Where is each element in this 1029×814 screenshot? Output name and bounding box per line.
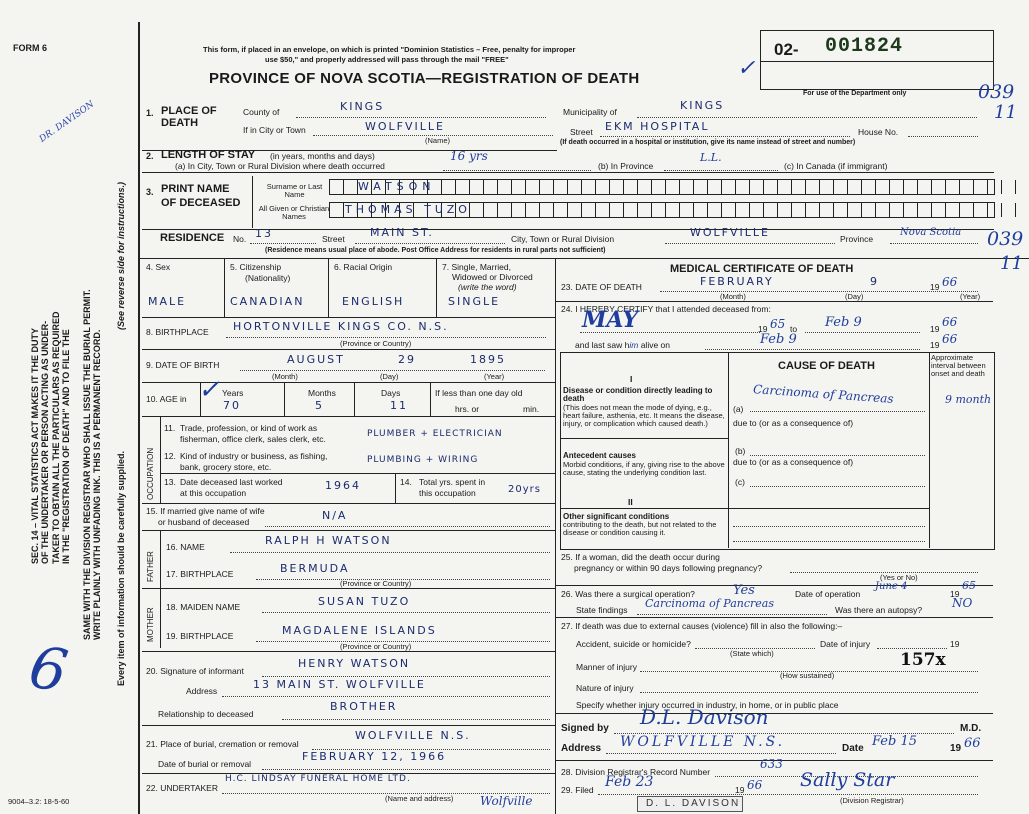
caption: (Province or Country) [340,579,412,588]
occupation-industry-label: Kind of industry or business, as fishing, [180,451,328,461]
rule [561,508,728,509]
years-label: Years [222,388,244,398]
undertaker-label: 22. UNDERTAKER [146,783,218,793]
surname-value: WATSON [358,180,436,193]
attended-from-value: MAY [582,307,639,333]
age-label: 10. AGE in [146,394,187,404]
century-prefix: 19 [930,282,940,292]
burial-place-label: 21. Place of burial, cremation or removal [146,739,299,749]
informant-address-label: Address [186,686,218,696]
cause-heading: CAUSE OF DEATH [778,360,875,372]
mother-maiden-value: SUSAN TUZO [318,595,411,608]
years-spent-label: Total yrs. spent in [419,477,486,487]
residence-province-label: Province [840,234,874,244]
marital-value: SINGLE [448,295,501,308]
father-name-label: 16. NAME [166,542,205,552]
municipality-value: KINGS [680,99,725,112]
left-margin-rule [138,22,140,814]
death-year-value: 66 [942,275,958,289]
rule [142,651,555,652]
divider [160,530,161,588]
item-number: 3. [146,187,154,197]
divider [929,352,930,548]
rule [556,617,993,618]
burial-date-value: FEBRUARY 12, 1966 [302,750,447,763]
house-label: House No. [858,127,899,137]
doctor-address-label: Address [561,743,602,754]
rule [161,473,555,474]
injury-date-label: Date of injury [820,639,871,649]
signed-by-value: D.L. Davison [640,705,769,729]
dob-month-value: AUGUST [287,353,345,366]
caption: (Day) [380,372,399,381]
informant-value: HENRY WATSON [298,657,411,670]
caption: (Name) [425,136,451,145]
divider [728,352,729,548]
filed-label: 29. Filed [561,785,594,795]
less-than-day-label: If less than one day old [435,388,523,398]
registrar-signature: Sally Star [800,769,895,791]
city-label: If in City or Town [243,125,306,135]
mother-side-label: MOTHER [146,607,155,642]
interval-heading: Approximate interval between onset and death [931,353,986,378]
hrs-label: hrs. or [455,404,480,414]
dept-code: 11 [1000,253,1023,274]
divider [160,417,161,503]
surname-label: Surname or Last Name [266,182,323,200]
burial-place-value: WOLFVILLE N.S. [355,729,471,742]
citizenship-label: 5. Citizenship [230,262,282,272]
sex-value: MALE [148,295,187,308]
caption: (Day) [845,292,864,301]
marital-label: 7. Single, Married, [442,262,511,272]
rule [142,416,555,417]
other-conditions-label: Other significant conditions [563,512,670,521]
item-number: 12. [164,451,176,461]
print-name-label: PRINT NAME [161,183,230,195]
nature-label: Nature of injury [576,683,634,693]
residence-street-value: MAIN ST. [370,226,434,239]
external-causes-label: 27. If death was due to external causes (violence) fill in also the following:– [561,621,843,631]
signed-by-label: Signed by [561,723,609,734]
mother-maiden-label: 18. MAIDEN NAME [166,602,241,612]
cause-a-interval: 9 month [945,393,992,406]
last-saw-label: and last saw him alive on [575,340,671,350]
cause-a-label: (a) [733,404,744,414]
last-saw-value: Feb 9 [760,332,797,347]
residence-street-label: Street [322,234,345,244]
doctor-date-value: Feb 15 [872,734,917,749]
rule [142,172,994,173]
surgery-value: Yes [733,583,755,598]
caption: (Name and address) [385,794,454,803]
marital-label: (write the word) [458,282,517,292]
age-years-value: 70 [223,399,241,412]
side-note: (See reverse side for instructions.) [116,181,126,330]
citizenship-sub: (Nationality) [245,273,291,283]
page-title: PROVINCE OF NOVA SCOTIA—REGISTRATION OF DEATH [209,70,640,87]
informant-address-value: 13 MAIN ST. WOLFVILLE [253,678,426,691]
accident-label: Accident, suicide or homicide? [576,639,691,649]
years-spent-label: this occupation [419,488,476,498]
item-number: 1. [146,108,154,118]
caption: (Province or Country) [340,642,412,651]
divider [284,383,285,416]
attended-to-value: Feb 9 [825,315,862,330]
spouse-value: N/A [322,509,348,522]
rule [561,438,728,439]
months-label: Months [308,388,336,398]
citizenship-value: CANADIAN [230,295,305,308]
attended-from-year: 65 [770,317,786,331]
medical-heading: MEDICAL CERTIFICATE OF DEATH [670,263,854,275]
residence-province-value: Nova Scotia [900,227,962,238]
caption: (Province or Country) [340,339,412,348]
notice-line1: This form, if placed in an envelope, on which is printed "Dominion Statistics – Free, penalty for improper [203,45,576,54]
century-prefix: 19 [950,639,960,649]
stay-b-value: L.L. [700,151,722,164]
divider [328,259,329,317]
century-prefix: 19 [735,785,745,795]
divider [224,259,225,317]
rule [138,258,1029,259]
hospital-note: (If death occurred in a hospital or institution, give its name instead of street and number) [560,139,856,146]
burial-date-label: Date of burial or removal [158,759,252,769]
rule [729,508,929,509]
rule [142,349,555,350]
municipality-label: Municipality of [563,107,617,117]
stay-c-label: (c) In Canada (if immigrant) [784,161,888,171]
side-note: Every item of information should be carefully supplied. [116,450,126,686]
length-of-stay-label: LENGTH OF STAY [161,149,256,161]
form-code: 9004–3.2: 18-5-60 [8,797,70,806]
other-conditions-note: contributing to the death, but not related to the disease or condition causing it. [563,520,717,537]
street-value: EKM HOSPITAL [605,120,710,133]
item-number: 13. [164,477,176,487]
century-prefix: 19 [950,589,960,599]
roman-two: II [628,497,633,507]
doctor-address-value: WOLFVILLE N.S. [620,734,786,750]
filed-value: Feb 23 [605,774,654,790]
margin-note: DR. DAVISON [37,99,97,145]
due-to-label: due to (or as a consequence of) [733,457,854,467]
caption: (How sustained) [780,671,835,680]
check-mark: ✓ [737,56,756,81]
last-saw-year: 66 [942,332,958,346]
father-name-value: RALPH H WATSON [265,534,392,547]
spouse-label: 15. If married give name of wife [146,506,265,516]
attended-to-year: 66 [942,315,958,329]
occupation-trade-label: fisherman, office clerk, sales clerk, etc. [180,434,326,444]
registration-number-box [760,30,994,90]
rule [556,585,993,586]
race-label: 6. Racial Origin [334,262,393,272]
pregnancy-label: pregnancy or within 90 days following pregnancy? [574,563,763,573]
manner-value: 157x [900,650,946,670]
given-names-label: All Given or Christian Names [258,204,330,222]
age-days-value: 11 [390,399,408,412]
race-value: ENGLISH [342,295,405,308]
divider [436,259,437,317]
undertaker-value: H.C. LINDSAY FUNERAL HOME LTD. [225,774,411,784]
pregnancy-label: 25. If a woman, did the death occur during [561,552,720,562]
street-label: Street [570,127,593,137]
rule [142,503,555,504]
century-prefix: 19 [930,340,940,350]
min-label: min. [523,404,540,414]
cause-b-label: (b) [735,446,746,456]
occupation-industry-value: PLUMBING + WIRING [367,455,479,465]
operation-date-value: June 4 [875,581,908,592]
birthplace-value: HORTONVILLE KINGS CO. N.S. [233,320,449,333]
occupation-side-label: OCCUPATION [146,447,155,500]
given-names-value: THOMAS TUZO [345,203,471,216]
disease-note: (This does not mean the mode of dying, e.g., heart failure, asthenia, etc. It means the disease, injury, or complication which caused death.) [563,403,725,428]
sex-label: 4. Sex [146,262,171,272]
occupation-trade-label: Trade, profession, or kind of work as [180,423,318,433]
divider [354,383,355,416]
due-to-label: due to (or as a consequence of) [733,418,854,428]
print-name-label: OF DECEASED [161,197,241,209]
manner-label: Manner of injury [576,662,637,672]
rule [556,301,993,302]
autopsy-label: Was there an autopsy? [835,605,923,615]
marital-label: Widowed or Divorced [452,272,533,282]
center-divider [555,258,556,814]
caption: (Yes or No) [880,573,918,582]
residence-city-value: WOLFVILLE [690,226,770,239]
davison-stamp [637,796,743,812]
stay-a-label: (a) In City, Town or Rural Division where death occurred [175,161,385,171]
county-value: KINGS [340,100,385,113]
century-prefix: 19 [950,743,962,754]
caption: (Year) [484,372,505,381]
informant-label: 20. Signature of informant [146,666,244,676]
caption: (Division Registrar) [840,796,904,805]
stay-b-label: (b) In Province [598,161,654,171]
caption: (Month) [720,292,746,301]
caption: (State which) [730,649,774,658]
dept-use-label: For use of the Department only [803,90,907,97]
item-number: 11. [164,423,176,433]
filed-year: 66 [747,778,763,792]
date-of-death-label: 23. DATE OF DEATH [561,282,642,292]
residence-note: (Residence means usual place of abode. Post Office Address for residents in rural parts not sufficient) [265,247,606,254]
mother-birthplace-value: MAGDALENE ISLANDS [282,624,437,637]
specify-label: Specify whether injury occurred in industry, in home, or in public place [576,700,839,710]
residence-label: RESIDENCE [160,232,225,244]
dob-label: 9. DATE OF BIRTH [146,360,220,370]
cause-c-label: (c) [735,477,745,487]
stamp-text: D. L. DAVISON [646,798,741,809]
stay-a-value: 16 yrs [450,149,488,163]
divider [395,473,396,503]
side-instructions: SEC. 14 – VITAL STATISTICS ACT MAKES IT THE DUTY OF THE UNDERTAKER OR PERSON ACTING AS UNDER- TAKER TO OBTAIN ALL THE PARTICULARS AS REQUIRED IN THE "REGISTRATION OF DEATH" AND TO FILE THE [30,311,72,564]
rule [556,713,993,714]
days-label: Days [381,388,401,398]
death-month-value: FEBRUARY [700,275,774,288]
last-worked-label: Date deceased last worked [180,477,283,487]
relationship-label: Relationship to deceased [158,709,254,719]
rule [142,317,555,318]
father-side-label: FATHER [146,551,155,582]
century-prefix: 19 [758,324,768,334]
item-number: 2. [146,151,154,161]
last-worked-value: 1964 [325,479,361,492]
mother-birthplace-label: 19. BIRTHPLACE [166,631,234,641]
dept-code: 039 [987,228,1024,250]
age-months-value: 5 [315,399,324,412]
father-birthplace-label: 17. BIRTHPLACE [166,569,234,579]
spouse-label: or husband of deceased [158,517,250,527]
record-number-label: 28. Division Registrar's Record Number [561,767,711,777]
operation-year: 65 [962,579,976,592]
doctor-date-year: 66 [964,736,981,751]
divider [430,383,431,416]
divider [160,588,161,648]
residence-city-label: City, Town or Rural Division [511,234,615,244]
cause-a-value: Carcinoma of Pancreas [752,382,895,406]
birthplace-label: 8. BIRTHPLACE [146,327,209,337]
surgery-label: 26. Was there a surgical operation? [561,589,695,599]
check-mark: ✓ [198,375,220,405]
last-worked-label: at this occupation [180,488,247,498]
stay-sub-label: (in years, months and days) [270,151,375,161]
roman-one: I [630,374,633,384]
item-number: 14. [400,477,412,487]
margin-mark: 6 [24,632,73,706]
reg-prefix: 02- [774,40,799,59]
operation-date-label: Date of operation [795,589,861,599]
undertaker-town: Wolfville [480,794,533,808]
rule [142,725,555,726]
reg-number: 001824 [825,35,904,58]
form-label: FORM 6 [13,43,48,53]
death-day-value: 9 [870,275,879,288]
caption: (Month) [272,372,298,381]
rule [142,530,555,531]
doctor-date-label: Date [842,743,864,754]
notice-line2: use $50," and properly addressed will pass through the mail "FREE" [265,55,509,64]
antecedent-label: Antecedent causes [563,451,636,460]
century-prefix: 19 [930,324,940,334]
rule [142,588,555,589]
years-spent-value: 20yrs [508,484,541,495]
dept-code: 11 [994,102,1017,123]
city-value: WOLFVILLE [365,120,445,133]
divider [252,176,253,228]
findings-label: State findings [576,605,628,615]
place-of-death-label: PLACE OF DEATH [161,105,217,129]
occupation-trade-value: PLUMBER + ELECTRICIAN [367,429,503,439]
occupation-industry-label: bank, grocery store, etc. [180,462,272,472]
attended-label: 24. I HEREBY CERTIFY that I attended deceased from: [561,304,771,314]
record-number-value: 633 [760,757,783,771]
dept-code: 039 [978,81,1015,103]
md-label: M.D. [960,723,982,734]
caption: (Year) [960,292,981,301]
antecedent-note: Morbid conditions, if any, giving rise to the above cause, stating the underlying condition last. [563,460,725,477]
relationship-value: BROTHER [330,700,398,713]
father-birthplace-value: BERMUDA [280,562,350,575]
findings-value: Carcinoma of Pancreas [645,597,774,610]
autopsy-value: NO [952,596,973,610]
disease-label: Disease or condition directly leading to death [563,386,713,404]
side-instructions: SAME WITH THE DIVISION REGISTRAR WHO SHALL ISSUE THE BURIAL PERMIT. WRITE PLAINLY WITH UNFADING INK. THIS IS A PERMANENT RECORD. [82,289,103,640]
residence-no-value: 13 [255,227,273,240]
to-label: to [790,324,798,334]
dob-year-value: 1895 [470,353,506,366]
dob-day-value: 29 [398,353,416,366]
county-label: County of [243,107,280,117]
residence-no-label: No. [233,234,247,244]
